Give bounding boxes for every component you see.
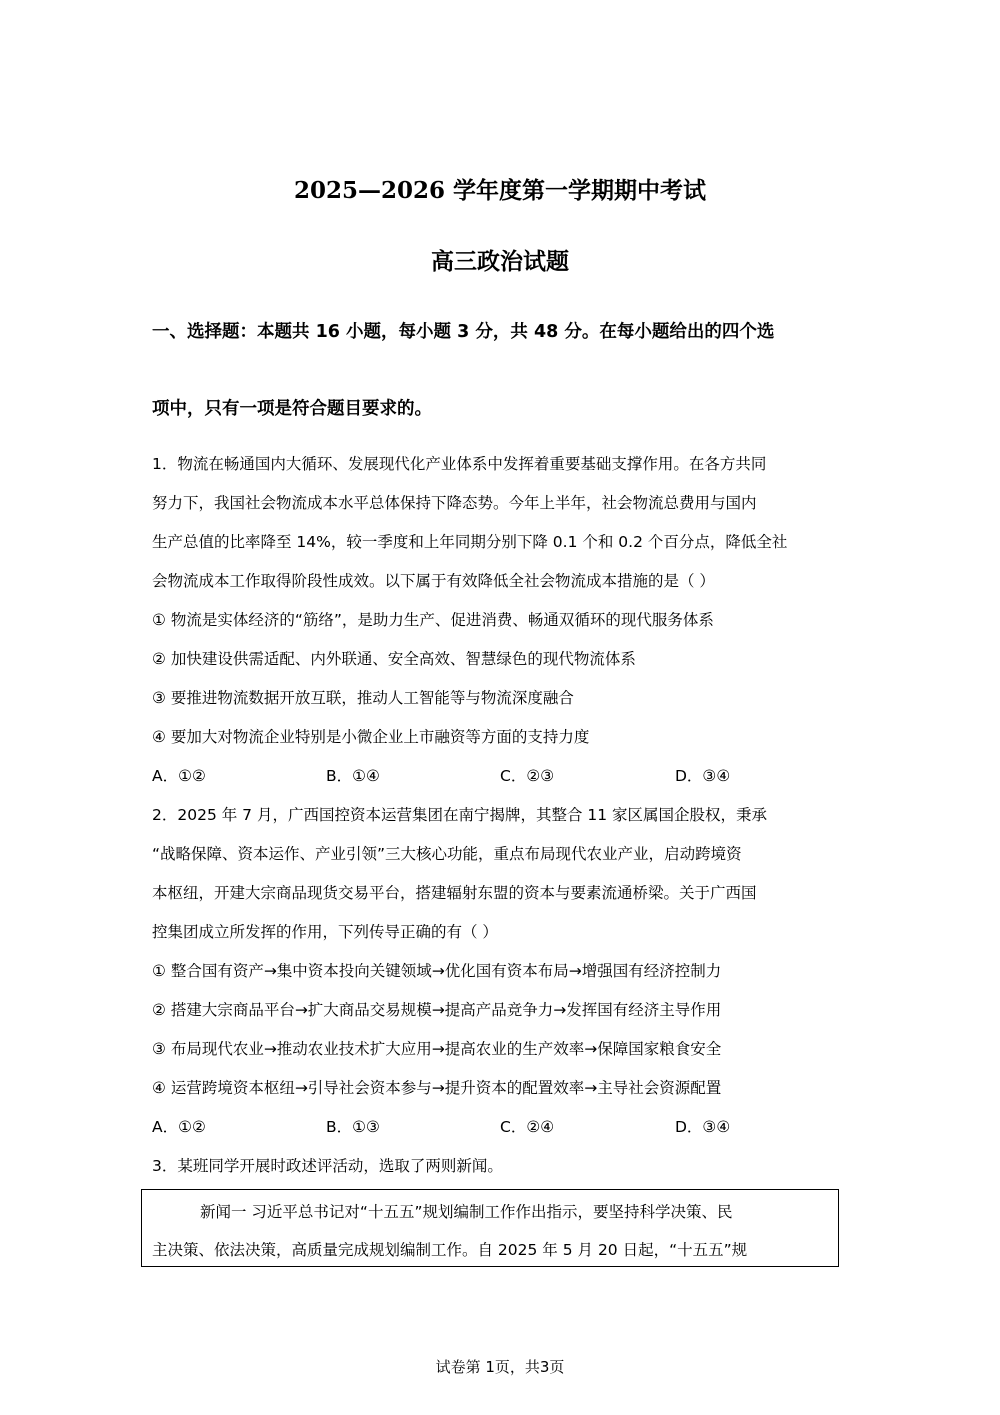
question-2-option-d: D．③④ bbox=[675, 1118, 731, 1136]
question-1-stem-line: 努力下，我国社会物流成本水平总体保持下降态势。今年上半年，社会物流总费用与国内 bbox=[152, 494, 757, 512]
question-2-option-b: B．①③ bbox=[326, 1118, 380, 1136]
question-2-item: ① 整合国有资产→集中资本投向关键领域→优化国有资本布局→增强国有经济控制力 bbox=[152, 962, 722, 980]
question-2-stem-line: “战略保障、资本运作、产业引领”三大核心功能，重点布局现代农业产业，启动跨境资 bbox=[152, 845, 742, 863]
news-box bbox=[141, 1189, 839, 1267]
section-heading-line-2: 项中，只有一项是符合题目要求的。 bbox=[152, 399, 432, 419]
question-2-item: ④ 运营跨境资本枢纽→引导社会资本参与→提升资本的配置效率→主导社会资源配置 bbox=[152, 1079, 722, 1097]
exam-title: 2025—2026 学年度第一学期期中考试 bbox=[293, 177, 707, 204]
question-2-item: ② 搭建大宗商品平台→扩大商品交易规模→提高产品竞争力→发挥国有经济主导作用 bbox=[152, 1001, 722, 1019]
news-box-line: 新闻一 习近平总书记对“十五五”规划编制工作作出指示，要坚持科学决策、民 bbox=[200, 1203, 733, 1221]
exam-subtitle: 高三政治试题 bbox=[431, 248, 569, 275]
section-heading-line-1: 一、选择题：本题共 16 小题，每小题 3 分，共 48 分。在每小题给出的四个选 bbox=[152, 322, 775, 342]
question-2-option-c: C．②④ bbox=[500, 1118, 555, 1136]
question-1-stem-line: 生产总值的比率降至 14%，较一季度和上年同期分别下降 0.1 个和 0.2 个百分点，降低全社 bbox=[152, 533, 788, 551]
question-2-item: ③ 布局现代农业→推动农业技术扩大应用→提高农业的生产效率→保障国家粮食安全 bbox=[152, 1040, 722, 1058]
question-1-stem-line: 1．物流在畅通国内大循环、发展现代化产业体系中发挥着重要基础支撑作用。在各方共同 bbox=[152, 455, 767, 473]
question-1-option-c: C．②③ bbox=[500, 767, 555, 785]
page-footer: 试卷第 1页，共3页 bbox=[435, 1358, 565, 1376]
question-2-option-a: A．①② bbox=[152, 1118, 206, 1136]
news-box-line: 主决策、依法决策，高质量完成规划编制工作。自 2025 年 5 月 20 日起，“十五五”规 bbox=[152, 1241, 748, 1259]
question-1-stem-line: 会物流成本工作取得阶段性成效。以下属于有效降低全社会物流成本措施的是（ ） bbox=[152, 572, 715, 590]
question-1-option-b: B．①④ bbox=[326, 767, 380, 785]
question-1-item: ③ 要推进物流数据开放互联，推动人工智能等与物流深度融合 bbox=[152, 689, 574, 707]
question-1-item: ① 物流是实体经济的“筋络”，是助力生产、促进消费、畅通双循环的现代服务体系 bbox=[152, 611, 714, 629]
question-3-stem-line: 3．某班同学开展时政述评活动，选取了两则新闻。 bbox=[152, 1157, 503, 1175]
question-2-stem-line: 2．2025 年 7 月，广西国控资本运营集团在南宁揭牌，其整合 11 家区属国企股权，秉承 bbox=[152, 806, 768, 824]
question-1-item: ② 加快建设供需适配、内外联通、安全高效、智慧绿色的现代物流体系 bbox=[152, 650, 636, 668]
question-2-stem-line: 控集团成立所发挥的作用，下列传导正确的有（ ） bbox=[152, 923, 498, 941]
question-1-option-a: A．①② bbox=[152, 767, 206, 785]
question-2-stem-line: 本枢纽，开建大宗商品现货交易平台，搭建辐射东盟的资本与要素流通桥梁。关于广西国 bbox=[152, 884, 757, 902]
question-1-item: ④ 要加大对物流企业特别是小微企业上市融资等方面的支持力度 bbox=[152, 728, 590, 746]
question-1-option-d: D．③④ bbox=[675, 767, 731, 785]
